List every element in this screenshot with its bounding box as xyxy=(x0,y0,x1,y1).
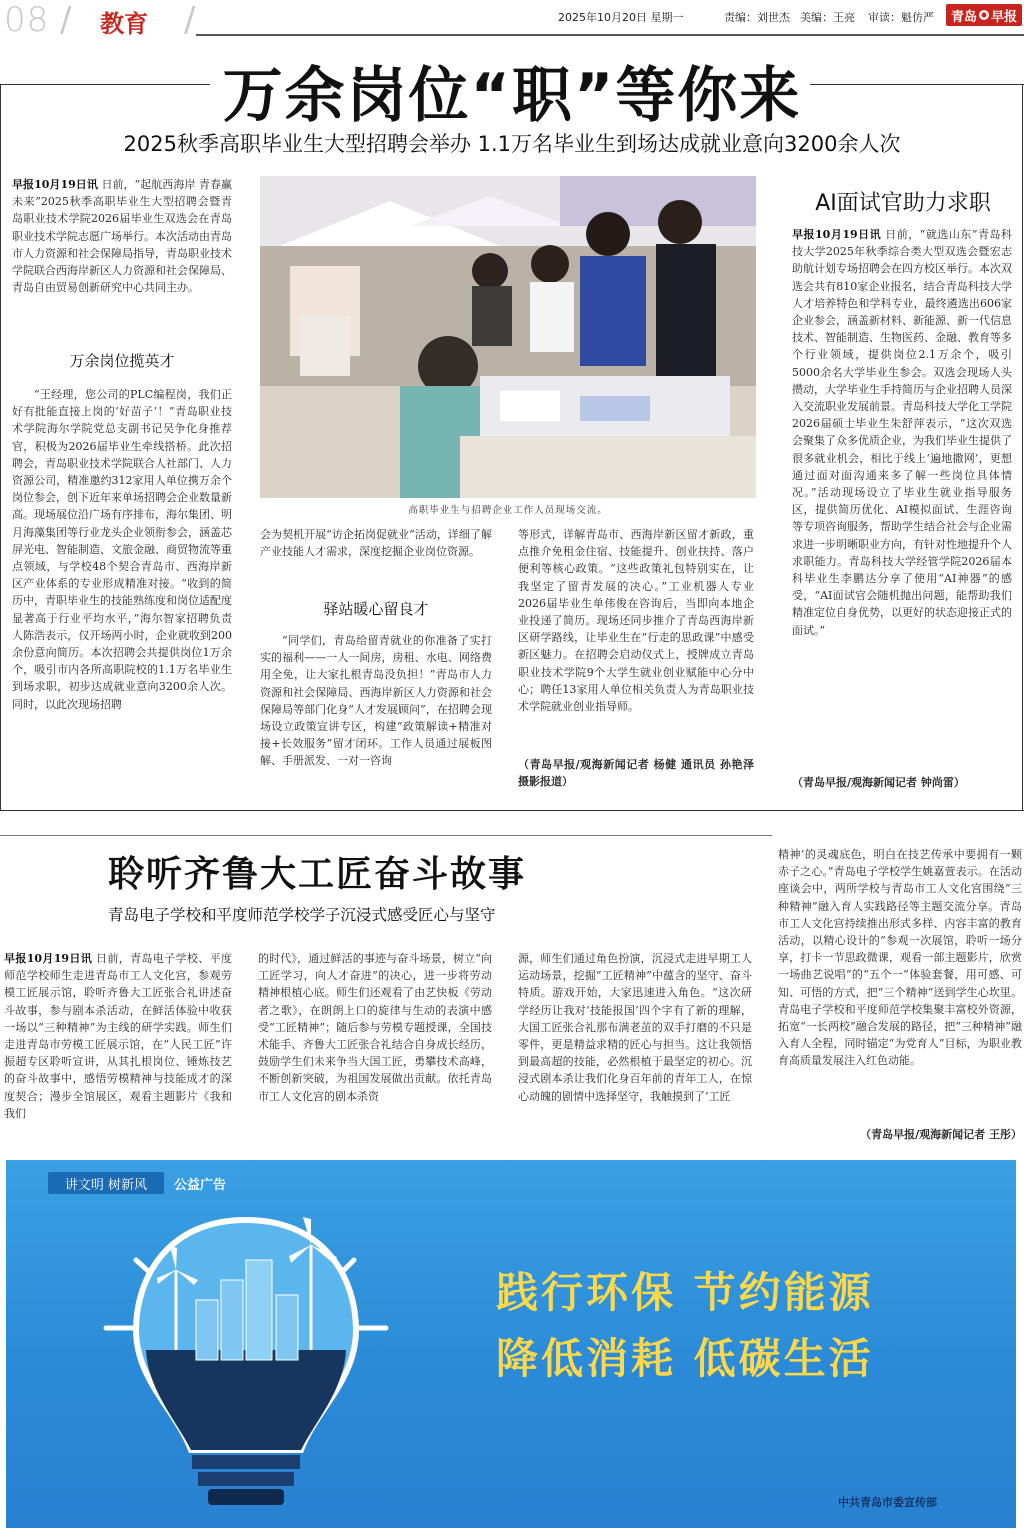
article1-col2-body: 会为契机开展“访企拓岗促就业”活动，详细了解产业技能人才需求，深度挖掘企业岗位资源。 xyxy=(260,528,492,559)
article2-col1 xyxy=(4,950,232,1144)
logo-text-right: 早报 xyxy=(991,9,1018,25)
frame-rule xyxy=(0,84,1,810)
frame-rule xyxy=(1022,84,1023,810)
section-name: 教育 xyxy=(100,10,148,38)
article1-subheadline: 2025秋季高职毕业生大型招聘会举办 1.1万名毕业生到场达成就业意向3200余人次 xyxy=(123,132,901,156)
dateline: 早报10月19日讯 xyxy=(792,228,882,241)
frame-rule xyxy=(0,810,1024,811)
article2-col2: 的时代》，通过鲜活的事迹与奋斗场景，树立“向工匠学习，向人才奋进”的决心，进一步将劳动精神根植心底。师生们还观看了由艺快板《劳动者之歌》，在朗朗上口的旋律与生动的表演中感受“工匠精神”；随后参与劳模专题授课，全国技术能手、齐鲁大工匠张合礼结合自身成长经历，鼓励学生们未来争当大国工匠，勇攀技术高峰，不断创新突破，为祖国发展做出贡献。依托青岛市工人文化宫的剧本杀资 xyxy=(258,952,492,1103)
sidebar-byline: （青岛早报/观海新闻记者 钟尚雷） xyxy=(792,776,965,789)
ad-sponsor: 中共青岛市委宣传部 xyxy=(838,1496,937,1509)
article1-headline: 万余岗位“职”等你来 xyxy=(222,61,802,131)
ad-slogan-line1: 践行环保 节约能源 xyxy=(496,1268,874,1317)
page-number: 08 xyxy=(4,0,50,40)
article1-byline: （青岛早报/观海新闻记者 杨健 通讯员 孙艳泽 摄影报道） xyxy=(518,758,754,789)
article2-col4: 精神’的灵魂底色，明白在技艺传承中要拥有一颗赤子之心。”青岛电子学校学生姚嘉萱表示。在活动座谈会中，两所学校与青岛市工人文化宫围绕“三种精神”融入育人实践路径等主题交流分享。青岛市工人文化宫持续推出形式多样、内容丰富的教育活动，以精心设计的“参观一次展馆，聆听一场分享，打卡一节思政微课，观看一部主题影片，欣赏一场曲艺说唱”的“五个一”体验套餐，用可感、可知、可悟的方式，把“三个精神”送到学生心坎里。青岛电子学校和平度师范学校集聚丰富校外资源，拓宽“一长两校”融合发展的路径，把“三种精神”融入育人全程，同时锚定“为党育人”目标，为职业教育高质量发展注入红色动能。 xyxy=(778,848,1022,1068)
article1-photo xyxy=(260,176,756,498)
logo-text-left: 青岛 xyxy=(950,9,977,25)
ad-tag: 讲文明 树新风 xyxy=(48,1172,164,1194)
lightbulb-city-icon xyxy=(96,1200,396,1528)
lead-text: 日前，“起航西海岸 青春赢未来”2025秋季高职毕业生大型招聘会暨青岛职业技术学院2026届毕业生双选会在青岛职业技术学院志愿广场举行。本次活动由青岛市人力资源和社会保障局指导，青岛职业技术学院联合西海岸新区人力资源和社会保障局、青岛自由贸易创新研究中心共同主办。 xyxy=(12,178,232,295)
article1-lead xyxy=(12,176,232,332)
public-service-ad xyxy=(6,1160,1016,1528)
designer-credit: 美编：王亮 xyxy=(800,11,855,24)
dateline: 早报10月19日讯 xyxy=(4,952,93,965)
header-divider: / xyxy=(60,0,72,40)
dateline: 早报10月19日讯 xyxy=(12,178,98,191)
article1-col3-body: 等形式，详解青岛市、西海岸新区留才新政，重点推介免租金住宿、技能提升、创业扶持、落户便利等核心政策。“这些政策礼包特别实在，让我坚定了留青发展的决心。”工业机器人专业2026届毕业生单伟俊在咨询后，当即向本地企业投递了简历。现场还同步推介了青岛西海岸新区研学路线，让毕业生在“行走的思政课”中感受新区魅力。在招聘会启动仪式上，授牌成立青岛职业技术学院9个大学生就业创业赋能中心分中心；聘任13家用人单位相关负责人为青岛职业技术学院就业创业指导师。 xyxy=(518,528,754,714)
ad-slogan-line2: 降低消耗 低碳生活 xyxy=(496,1334,874,1383)
sun-icon xyxy=(978,9,990,21)
header-rule xyxy=(196,34,1024,36)
article1-section-title-2: 驿站暖心留良才 xyxy=(323,600,429,618)
article2-headline: 聆听齐鲁大工匠奋斗故事 xyxy=(108,854,527,895)
frame-rule xyxy=(0,835,772,836)
recruitment-fair-photo xyxy=(260,176,756,498)
ad-type: 公益广告 xyxy=(174,1178,227,1193)
article2-subheadline: 青岛电子学校和平度师范学校学子沉浸式感受匠心与坚守 xyxy=(108,906,496,924)
header-divider: / xyxy=(184,0,196,40)
issue-date: 2025年10月20日 星期一 xyxy=(558,11,684,24)
sidebar-title: AI面试官助力求职 xyxy=(815,191,991,216)
newspaper-logo xyxy=(946,4,1022,26)
editor-credit: 责编：刘世杰 xyxy=(724,11,790,24)
article2-col1-text: 日前，青岛电子学校、平度师范学校师生走进青岛市工人文化宫，参观劳模工匠展示馆，聆听齐鲁大工匠张合礼讲述奋斗故事，参与剧本杀活动，在鲜活体验中收获一场以“三种精神”为主线的研学实践。师生们走进青岛市劳模工匠展示馆，在“人民工匠”许振超专区聆听宣讲，从其扎根岗位、锤炼技艺的奋斗故事中，感悟劳模精神与技能成才的深度契合；漫步全馆展区，观看主题影片《我和我们 xyxy=(4,952,232,1120)
article1-col1-body: “王经理，您公司的PLC编程岗，我们正好有批能直接上岗的‘好苗子’！”青岛职业技术学院海尔学院党总支副书记吴争化身推荐官，积极为2026届毕业生牵线搭桥。此次招聘会，青岛职业技术学院联合人社部门、人力资源公司，精准邀约312家用人单位携万余个岗位参会，创下近年来单场招聘会企业数量新高。现场展位沿广场有序排布，海尔集团、明月海藻集团等行业龙头企业领衔参会，涵盖芯屏光电、智能制造、文旅金融、商贸物流等重点领域，与学校48个契合青岛市、西海岸新区产业体系的专业形成精准对接。“收到的简历中，青职毕业生的技能熟练度和岗位适配度显著高于行业平均水平，”海尔智家招聘负责人陈浩表示，仅开场两小时，企业就收到200余份意向简历。本次招聘会共提供岗位1万余个，吸引市内各所高职院校的1.1万名毕业生到场求职，初步达成就业意向3200余人次。同时，以此次现场招聘 xyxy=(12,388,232,711)
article2-byline: （青岛早报/观海新闻记者 王彤） xyxy=(860,1128,1022,1141)
article1-section-title-1: 万余岗位揽英才 xyxy=(69,352,175,370)
proofreader-credit: 审读：魁仿严 xyxy=(868,11,934,24)
sidebar-text: 日前，“就选山东”青岛科技大学2025年秋季综合类大型双选会暨宏志助航计划专场招聘会在四方校区举行。本次双选会共有810家企业报名，结合青岛科技大学人才培养特色和学科专业，最终遴选出606家企业参会，涵盖新材料、新能源、新一代信息技术、智能制造、生物医药、金融、教育等多个行业领域，提供岗位2.1万余个，吸引5000余名大学毕业生参会。双选会现场人头攒动，大学毕业生手持简历与企业招聘人员深入交流职业发展前景。青岛科技大学化工学院2026届硕士毕业生朱舒萍表示，“这次双选会聚集了众多优质企业，为我们毕业生提供了很多就业机会，相比于线上‘遍地撒网’，更想通过面对面沟通来多了解一些岗位具体情况。”活动现场设立了毕业生就业指导服务区，提供简历优化、AI模拟面试、生涯咨询等专项咨询服务，帮助学生结合社会与企业需求进一步明晰职业方向，有针对性地提升个人求职能力。青岛科技大学经管学院2026届本科毕业生李鹏达分享了使用“AI神器”的感受，“AI面试官会随机抛出问题，能帮助我们精准定位自身优势，以更好的状态迎接正式的面试。” xyxy=(792,228,1012,637)
article1-col2-body2: “同学们，青岛给留青就业的你准备了实打实的福利——一人一间房，房租、水电、网络费用全免，让大家扎根青岛没负担！”青岛市人力资源和社会保障局、西海岸新区人力资源和社会保障局等部门化身“人才发展顾问”，在招聘会现场设立政策宣讲专区，构建“政策解读+精准对接+长效服务”留才闭环。工作人员通过展板图解、手册派发、一对一咨询 xyxy=(260,634,492,768)
sidebar-body xyxy=(792,226,1012,770)
photo-caption: 高职毕业生与招聘企业工作人员现场交流。 xyxy=(408,505,608,516)
article2-col3: 源，师生们通过角色扮演，沉浸式走进早期工人运动场景，挖掘“工匠精神”中蕴含的坚守、奋斗特质。游戏开始，大家迅速进入角色。“这次研学经历让我对‘技能报国’四个字有了新的理解，大国工匠张合礼那布满老茧的双手打磨的不只是零件，更是精益求精的匠心与担当。这让我领悟到最高超的技能，必然根植于最坚定的初心。沉浸式剧本杀让我们化身百年前的青年工人，在惊心动魄的剧情中选择坚守，我触摸到了‘工匠 xyxy=(518,952,752,1103)
